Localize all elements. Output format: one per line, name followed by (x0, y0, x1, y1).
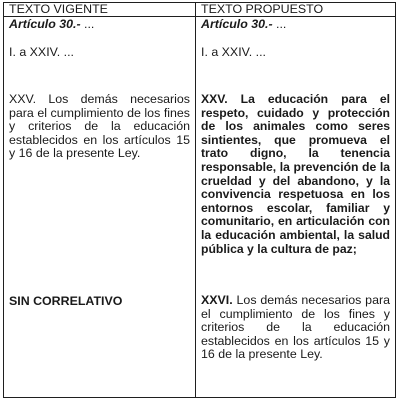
right-fraction-xxvi-text: Los demás necesarios para el cumplimiento de los fines y criterios de la educación establecidos en los artículos 15 y 16 de la presente Ley. (201, 293, 390, 362)
right-fraction-xxvi (201, 294, 390, 362)
right-article-heading (201, 17, 286, 31)
left-fraction-xxv: XXV. Los demás necesarios para el cumplimiento de los fines y criterios de la educación establecidos en los artículos 15 y 16 de la presente Ley. (9, 92, 190, 161)
header-left-label: TEXTO VIGENTE (9, 3, 108, 16)
right-fraction-range: I. a XXIV. ... (201, 45, 266, 59)
header-texto-vigente (4, 3, 196, 17)
column-texto-propuesto (196, 17, 395, 397)
left-fraction-range: I. a XXIV. ... (9, 45, 74, 59)
right-article-ellipsis: ... (272, 17, 287, 31)
left-article-title: Artículo 30.- (9, 17, 81, 31)
right-fraction-xxv: XXV. La educación para el respeto, cuidado y protección de los animales como seres sintientes, que promueva el trato digno, la tenencia responsable, la prevención de la crueldad y del abandono, y la convivencia respetuosa en los entornos escolar, familiar y comunitario, en articulación con la educación ambiental, la salud pública y la cultura de paz; (201, 92, 390, 256)
header-right-label: TEXTO PROPUESTO (201, 3, 324, 16)
right-fraction-xxvi-number: XXVI. (201, 293, 233, 307)
column-texto-vigente (4, 17, 196, 397)
right-article-title: Artículo 30.- (201, 17, 273, 31)
left-article-ellipsis: ... (80, 17, 95, 31)
comparison-table (3, 2, 396, 398)
header-texto-propuesto (196, 3, 395, 17)
sin-correlativo-label: SIN CORRELATIVO (9, 294, 123, 308)
left-article-heading (9, 17, 94, 31)
